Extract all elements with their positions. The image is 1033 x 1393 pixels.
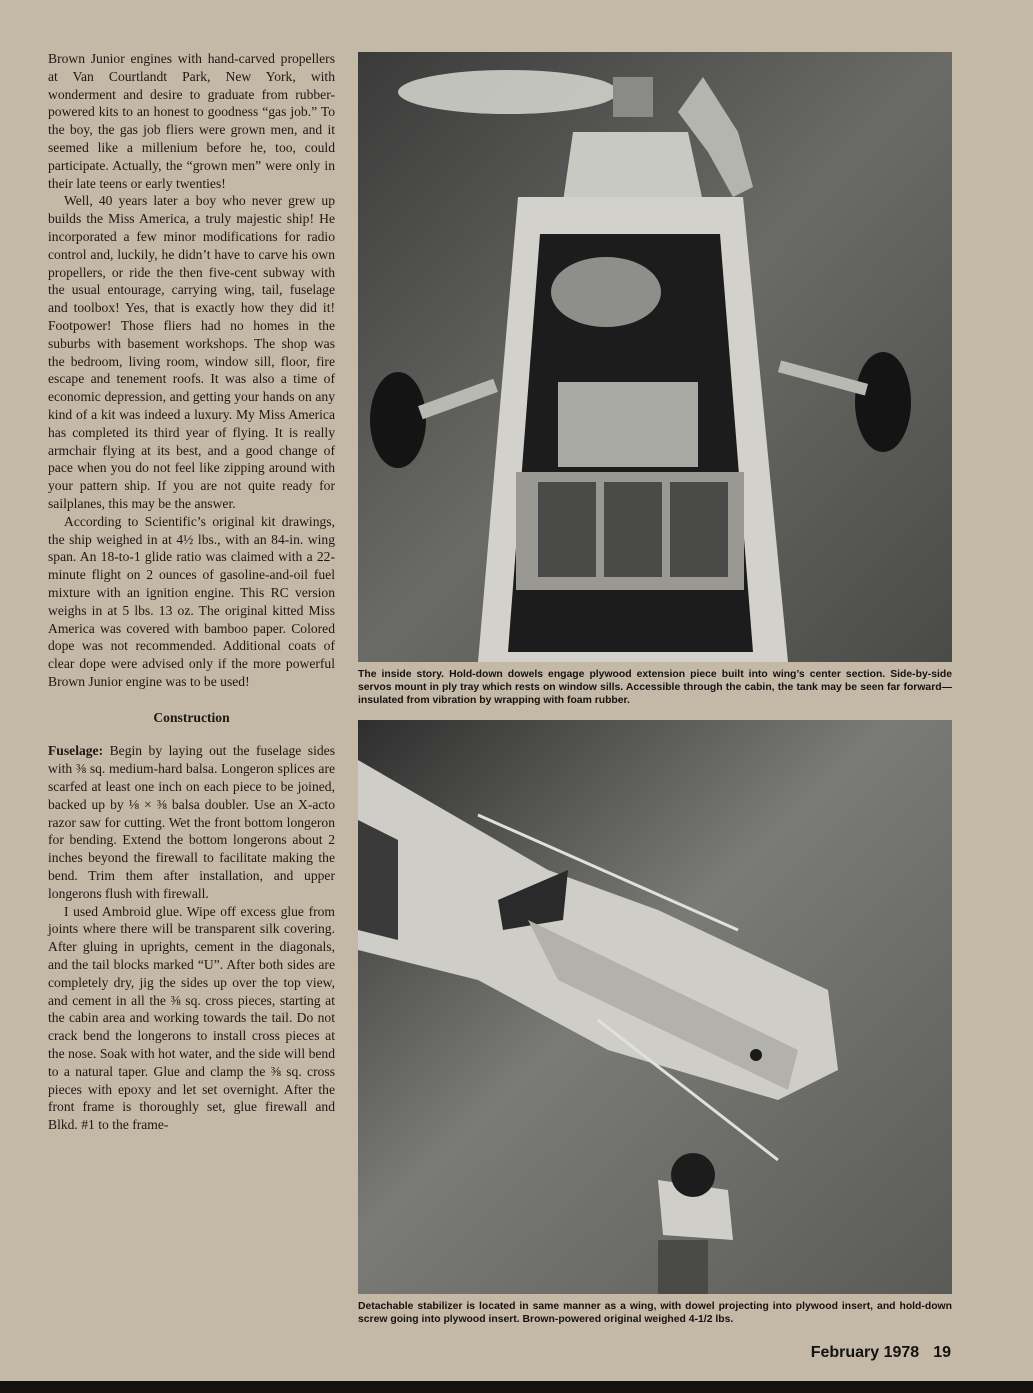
section-heading: Construction [153, 709, 230, 725]
article-paragraph: Well, 40 years later a boy who never grew up builds the Miss America, a truly majestic ship! He incorporated a few minor modifications for radio control and, luckily, he didn’t have to carve his own propellers, or ride the then five-cent subway with the usual entourage, carrying wing, tail, fuselage and toolbox! Yes, that is exactly how they did it! Footpower! Those fliers had no homes in the suburbs with basement workshops. The shop was the bedroom, living room, window sill, floor, fire escape and tenement roofs. It was also a time of economic depression, and getting your hands on any kind of a kit was indeed a luxury. My Miss America has completed its third year of flying. It is really armchair flying at its best, and a good change of pace when you do not feel like zipping around with your pattern ship. If you are not quite ready for sailplanes, this may be the answer. [48, 193, 335, 511]
page-bottom-edge [0, 1381, 1033, 1393]
article-paragraph: I used Ambroid glue. Wipe off excess glue from joints where there will be transparent silk covering. After gluing in uprights, cement in the diagonals, and the tail blocks marked “U”. After both sides are completely dry, jig the sides up over the top view, and cement in all the ⅜ sq. cross pieces, starting at the cabin area and working towards the tail. Do not crack bend the longerons to install cross pieces at the nose. Soak with hot water, and the side will bend to a natural taper. Glue and clamp the ⅜ sq. cross pieces with epoxy and let set overnight. After the front frame is thoroughly set, glue firewall and Blkd. #1 to the frame- [48, 903, 335, 1133]
article-paragraph: Brown Junior engines with hand-carved propellers at Van Courtlandt Park, New York, with wonderment and desire to graduate from rubber-powered kits to an honest to goodness “gas job.” To the boy, the gas job fliers were grown men, and it seemed like a millenium before he, too, could participate. Actually, the “grown men” were only in their late teens or early twenties! [48, 51, 335, 191]
stabilizer-mount-photo [358, 720, 952, 1294]
fuselage-interior-photo [358, 52, 952, 662]
page-number: 19 [933, 1344, 951, 1361]
article-paragraph: According to Scientific’s original kit drawings, the ship weighed in at 4½ lbs., with an 84-in. wing span. An 18-to-1 glide ratio was claimed with a 22-minute flight on 2 ounces of gasoline-and-oil fuel mixture with an ignition engine. This RC version weighs in at 5 lbs. 13 oz. The original kitted Miss America was covered with bamboo paper. Colored dope was not recommended. Additional coats of clear dope were advised only if the more powerful Brown Junior engine was to be used! [48, 513, 335, 689]
bottom-photo-caption: Detachable stabilizer is located in same manner as a wing, with dowel projecting into plywood insert, and hold-down screw going into plywood insert. Brown-powered original weighed 4-1/2 lbs. [358, 1301, 952, 1325]
fuselage-lead: Fuselage: [48, 743, 104, 759]
page-footer [811, 1344, 951, 1362]
article-text-column [48, 50, 335, 1134]
top-photo-caption: The inside story. Hold-down dowels engage plywood extension piece built into wing’s center section. Side-by-side servos mount in ply tray which rests on window sills. Accessible through the cabin, the tank may be seen far forward—insulated from vibration by wrapping with foam rubber. [358, 669, 952, 706]
fuselage-paragraph [48, 742, 335, 902]
fuselage-text: Begin by laying out the fuselage sides with ⅜ sq. medium-hard balsa. Longeron splices are scarfed at least one inch on each piece to be joined, backed up by ⅛ × ⅜ balsa doubler. Use an X-acto razor saw for cutting. Wet the front bottom longeron for bending. Extend the bottom longerons about 2 inches beyond the firewall to facilitate making the bend. Trim them after installation, and upper longerons flush with firewall. [48, 743, 335, 901]
issue-date: February 1978 [810, 1344, 920, 1361]
